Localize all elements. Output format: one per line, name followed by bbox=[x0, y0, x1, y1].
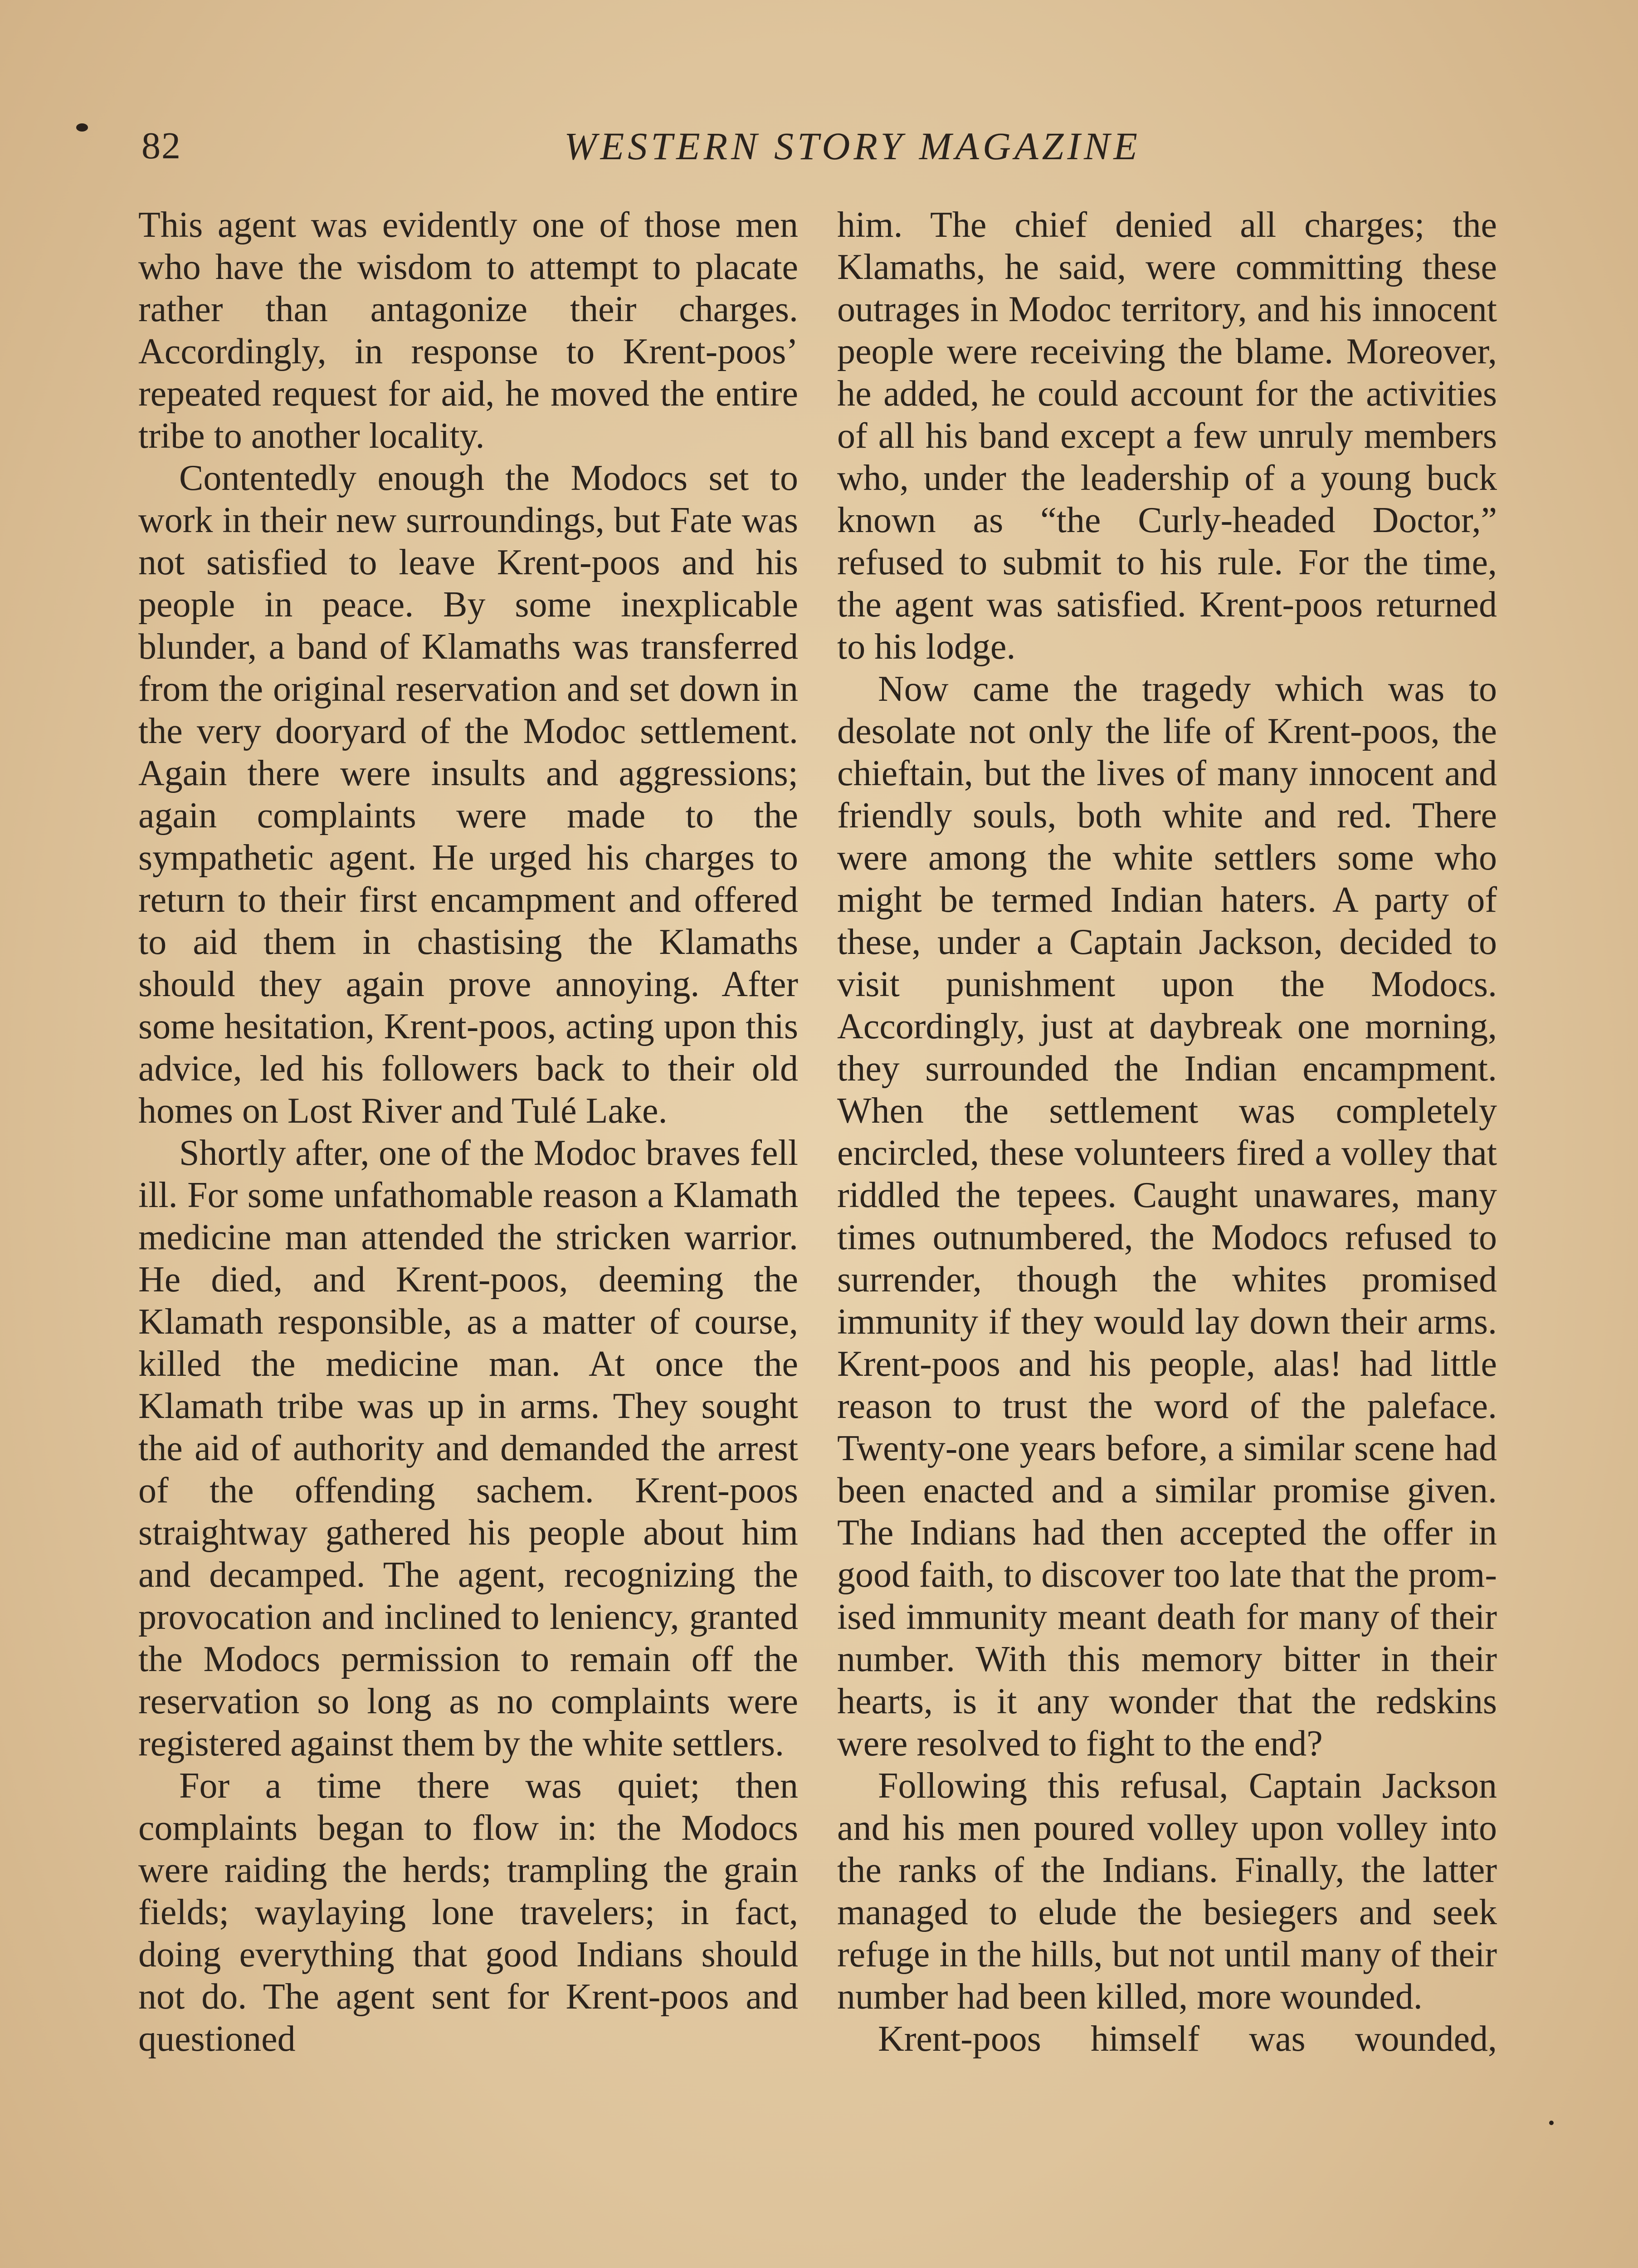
ink-speck bbox=[76, 123, 88, 132]
paragraph: him. The chief denied all charges; the Klamaths, he said, were committing these outrages in Modoc territory, and his innocent people were receiving the blame. Moreover, he added, he could account for the activities of all his band except a few unruly members who, under the leadership of a young buck known as “the Curly-headed Doctor,” refused to submit to his rule. For the time, the agent was satisfied. Krent-poos returned to his lodge. bbox=[837, 205, 1497, 667]
paragraph: For a time there was quiet; then complaints began to flow in: the Modocs were raiding the herds; trampling the grain fields; waylaying lone travelers; in fact, doing everything that good Indians should not do. The agent sent for Krent-poos and questioned bbox=[138, 1766, 798, 2059]
paragraph: Shortly after, one of the Modoc braves fell ill. For some unfathomable reason a Klamath medicine man attended the stricken warrior. He died, and Krent-poos, deeming the Klamath responsible, as a matter of course, killed the medicine man. At once the Klamath tribe was up in arms. They sought the aid of authority and demanded the arrest of the offending sachem. Krent-poos straightway gathered his people about him and decamped. The agent, recognizing the provocation and inclined to leniency, granted the Modocs permission to remain off the reservation so long as no complaints were registered against them by the white settlers. bbox=[138, 1133, 798, 1764]
paragraph: This agent was evidently one of those men who have the wisdom to attempt to placate rather than antagonize their charges. Accordingly, in response to Krent-poos’ repeated request for aid, he moved the entire tribe to another locality. bbox=[138, 205, 798, 456]
page-header bbox=[136, 114, 1497, 178]
ink-speck bbox=[1549, 2121, 1554, 2125]
right-column bbox=[837, 204, 1497, 2060]
page-number: 82 bbox=[141, 125, 181, 167]
paragraph: Krent-poos himself was wounded, bbox=[878, 2019, 1497, 2059]
paragraph: Contentedly enough the Modocs set to work in their new surroundings, but Fate was not satisfied to leave Krent-poos and his people in peace. By some inexplicable blunder, a band of Klamaths was transferred from the original reservation and set down in the very dooryard of the Modoc settlement. Again there were insults and aggressions; again complaints were made to the sympathetic agent. He urged his charges to return to their first encampment and offered to aid them in chastising the Klamaths should they again prove annoying. After some hesitation, Krent-poos, acting upon this advice, led his followers back to their old homes on Lost River and Tulé Lake. bbox=[138, 458, 798, 1131]
running-title: WESTERN STORY MAGAZINE bbox=[564, 124, 1141, 168]
left-column bbox=[138, 204, 798, 2060]
paragraph: Following this refusal, Captain Jackson and his men poured volley upon volley into the ranks of the Indians. Finally, the latter managed to elude the besiegers and seek refuge in the hills, but not until many of their number had been killed, more wounded. bbox=[837, 1766, 1497, 2017]
paragraph: Now came the tragedy which was to desolate not only the life of Krent-poos, the chieftain, but the lives of many innocent and friendly souls, both white and red. There were among the white settlers some who might be termed Indian haters. A party of these, under a Captain Jackson, decided to visit punishment upon the Modocs. Accordingly, just at daybreak one morning, they surrounded the Indian encampment. When the settlement was completely encircled, these volunteers fired a volley that riddled the tepees. Caught unawares, many times outnumbered, the Modocs refused to surrender, though the whites promised immunity if they would lay down their arms. Krent-poos and his people, alas! had little reason to trust the word of the paleface. Twenty-one years before, a similar scene had been enacted and a similar promise given. The Indians had then accepted the offer in good faith, to discover too late that the promised immunity meant death for many of their number. With this memory bitter in their hearts, is it any wonder that the redskins were resolved to fight to the end? bbox=[837, 669, 1497, 1764]
